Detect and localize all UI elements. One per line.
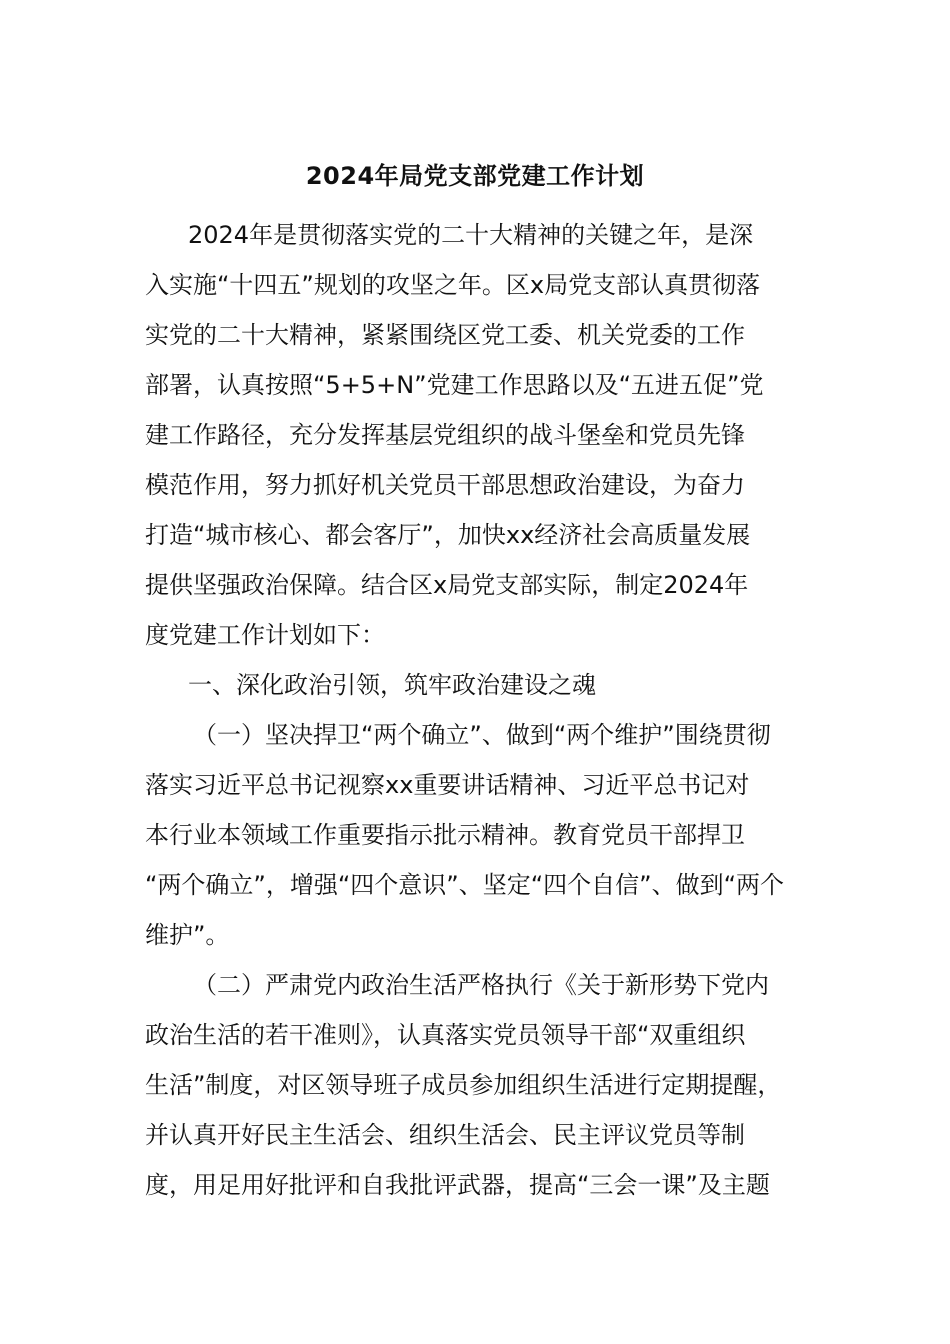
paragraph-line: 并认真开好民主生活会、组织生活会、民主评议党员等制 [145,1121,745,1149]
paragraph-line: 落实习近平总书记视察xx重要讲话精神、习近平总书记对 [145,771,750,799]
paragraph-line: 实党的二十大精神，紧紧围绕区党工委、机关党委的工作 [145,321,745,349]
paragraph-line: 本行业本领域工作重要指示批示精神。教育党员干部捍卫 [145,821,745,849]
section-heading: 一、深化政治引领，筑牢政治建设之魂 [188,671,596,699]
paragraph-line: 度，用足用好批评和自我批评武器，提高“三会一课”及主题 [145,1171,770,1199]
paragraph-line: （一）坚决捍卫“两个确立”、做到“两个维护”围绕贯彻 [193,721,771,749]
paragraph-line: 模范作用，努力抓好机关党员干部思想政治建设，为奋力 [145,471,745,499]
paragraph-line: 政治生活的若干准则》，认真落实党员领导干部“双重组织 [145,1021,746,1049]
paragraph-line: 入实施“十四五”规划的攻坚之年。区x局党支部认真贯彻落 [145,271,761,299]
paragraph-line: 维护”。 [145,921,230,949]
paragraph-line: 提供坚强政治保障。结合区x局党支部实际，制定2024年 [145,571,749,599]
paragraph-line: 生活”制度，对区领导班子成员参加组织生活进行定期提醒， [145,1071,782,1099]
paragraph-line: 度党建工作计划如下： [145,621,385,649]
paragraph-line: 部署，认真按照“5+5+N”党建工作思路以及“五进五促”党 [145,371,764,399]
paragraph-line: “两个确立”，增强“四个意识”、坚定“四个自信”、做到“两个 [145,871,785,899]
paragraph-line: （二）严肃党内政治生活严格执行《关于新形势下党内 [193,971,769,999]
document-title: 2024年局党支部党建工作计划 [305,162,645,190]
paragraph-line: 2024年是贯彻落实党的二十大精神的关键之年，是深 [188,221,754,249]
paragraph-line: 打造“城市核心、都会客厅”，加快xx经济社会高质量发展 [145,521,751,549]
paragraph-line: 建工作路径，充分发挥基层党组织的战斗堡垒和党员先锋 [145,421,745,449]
